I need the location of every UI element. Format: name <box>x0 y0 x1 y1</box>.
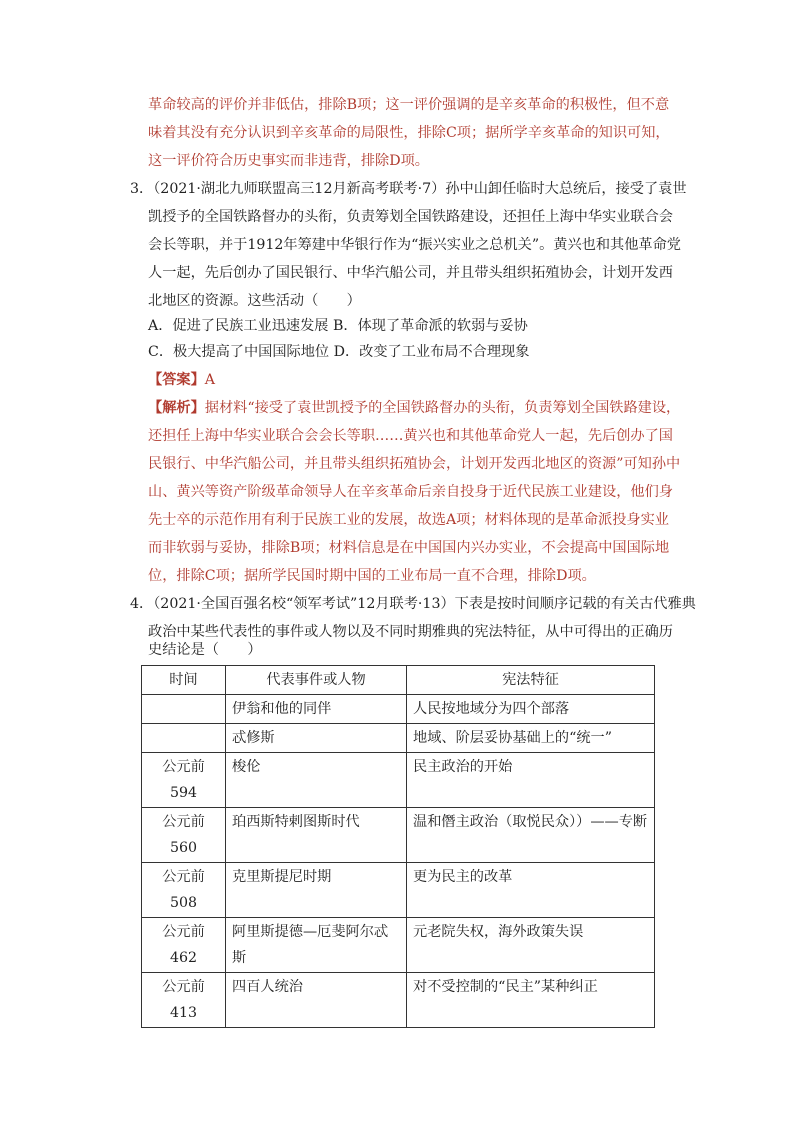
q3-stem-line-2: 凯授予的全国铁路督办的头衔，负责筹划全国铁路建设，还担任上海中华实业联合会 <box>148 209 673 225</box>
cell-event: 阿里斯提德—厄斐阿尔忒斯 <box>226 918 407 973</box>
answer-value: A <box>204 372 216 388</box>
cell-feature: 元老院失权，海外政策失误 <box>407 918 655 973</box>
table-row <box>142 973 655 1028</box>
cell-time: 公元前 560 <box>142 808 226 863</box>
analysis-text: 据材料“接受了袁世凯授予的全国铁路督办的头衔，负责筹划全国铁路建设， <box>204 400 681 416</box>
cell-event: 珀西斯特剌图斯时代 <box>226 808 407 863</box>
cell-feature: 民主政治的开始 <box>407 753 655 808</box>
q3-analysis-line-1 <box>148 394 680 422</box>
q3-analysis-line-2: 还担任上海中华实业联合会会长等职……黄兴也和其他革命党人一起，先后创办了国 <box>148 428 673 444</box>
analysis-label: 【解析】 <box>148 400 205 416</box>
cell-time: 公元前 594 <box>142 753 226 808</box>
table-row <box>142 695 655 724</box>
q3-analysis-line-3: 民银行、中华汽船公司，并且带头组织拓殖协会，计划开发西北地区的资源”可知孙中 <box>148 456 681 472</box>
header-feature: 宪法特征 <box>407 666 655 695</box>
prev-explanation-line-1: 革命较高的评价并非低估，排除B项；这一评价强调的是辛亥革命的积极性，但不意 <box>148 97 670 113</box>
prev-explanation-line-3: 这一评价符合历史事实而非违背，排除D项。 <box>148 153 429 169</box>
table-body <box>142 695 655 1028</box>
table-row <box>142 753 655 808</box>
q4-stem-line-3: 史结论是（ ） <box>148 642 262 658</box>
q4-stem-line-1: 4．（2021·全国百强名校“领军考试”12月联考·13）下表是按时间顺序记载的有关古代雅典 <box>130 596 696 612</box>
cell-feature: 地域、阶层妥协基础上的“统一” <box>407 724 655 753</box>
athens-constitution-table <box>141 665 655 1028</box>
cell-time <box>142 724 226 753</box>
table-row <box>142 808 655 863</box>
table-row <box>142 863 655 918</box>
table-header-row <box>142 666 655 695</box>
cell-feature: 人民按地域分为四个部落 <box>407 695 655 724</box>
q3-stem-line-1: 3．（2021·湖北九师联盟高三12月新高考联考·7）孙中山卸任临时大总统后，接受了袁世 <box>130 181 687 197</box>
cell-time: 公元前 462 <box>142 918 226 973</box>
q3-options-ab: A．促进了民族工业迅速发展 B．体现了革命派的软弱与妥协 <box>148 318 528 334</box>
table-row <box>142 918 655 973</box>
answer-label: 【答案】 <box>148 372 205 388</box>
cell-event: 梭伦 <box>226 753 407 808</box>
cell-event: 伊翁和他的同伴 <box>226 695 407 724</box>
q3-analysis-line-6: 而非软弱与妥协，排除B项；材料信息是在中国国内兴办实业，不会提高中国国际地 <box>148 540 670 556</box>
q4-stem-line-2: 政治中某些代表性的事件或人物以及不同时期雅典的宪法特征，从中可得出的正确历 <box>148 624 673 640</box>
q3-stem-line-3: 会长等职，并于1912年筹建中华银行作为“振兴实业之总机关”。黄兴也和其他革命党 <box>148 237 681 253</box>
q3-answer <box>148 366 215 394</box>
q3-analysis-line-4: 山、黄兴等资产阶级革命领导人在辛亥革命后亲自投身于近代民族工业建设，他们身 <box>148 484 673 500</box>
cell-time: 公元前 508 <box>142 863 226 918</box>
cell-time: 公元前 413 <box>142 973 226 1028</box>
q3-stem-line-5: 北地区的资源。这些活动（ ） <box>148 293 361 309</box>
cell-event: 忒修斯 <box>226 724 407 753</box>
table-row <box>142 724 655 753</box>
q3-analysis-line-5: 先士卒的示范作用有利于民族工业的发展，故选A项；材料体现的是革命派投身实业 <box>148 512 669 528</box>
cell-feature: 对不受控制的“民主”某种纠正 <box>407 973 655 1028</box>
cell-event: 克里斯提尼时期 <box>226 863 407 918</box>
q3-analysis-line-7: 位，排除C项；据所学民国时期中国的工业布局一直不合理，排除D项。 <box>148 568 596 584</box>
q3-options-cd: C．极大提高了中国国际地位 D．改变了工业布局不合理现象 <box>148 344 530 360</box>
header-event: 代表事件或人物 <box>226 666 407 695</box>
cell-feature: 温和僭主政治（取悦民众））——专断 <box>407 808 655 863</box>
cell-feature: 更为民主的改革 <box>407 863 655 918</box>
header-time: 时间 <box>142 666 226 695</box>
q3-stem-line-4: 人一起，先后创办了国民银行、中华汽船公司，并且带头组织拓殖协会，计划开发西 <box>148 265 673 281</box>
cell-time <box>142 695 226 724</box>
cell-event: 四百人统治 <box>226 973 407 1028</box>
prev-explanation-line-2: 味着其没有充分认识到辛亥革命的局限性，排除C项；据所学辛亥革命的知识可知， <box>148 125 670 141</box>
